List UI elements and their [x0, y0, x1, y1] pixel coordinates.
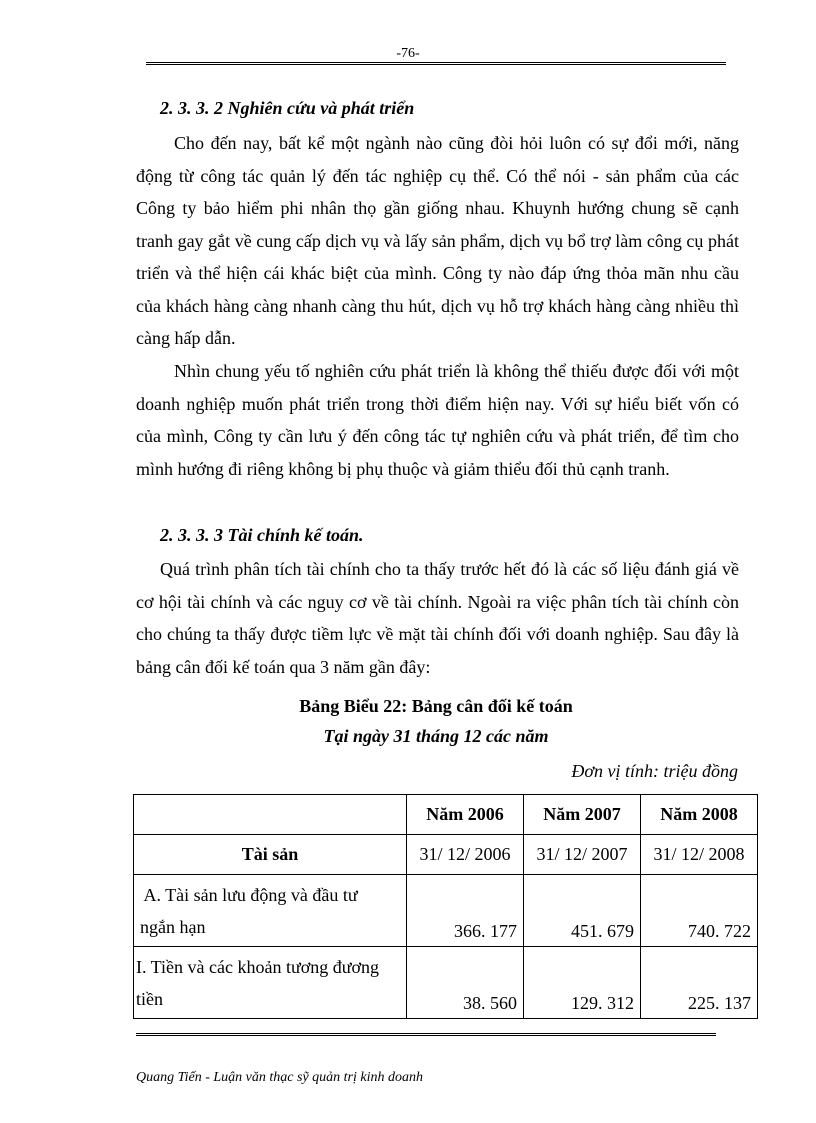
date-header: 31/ 12/ 2006 [407, 835, 524, 875]
date-header: 31/ 12/ 2008 [641, 835, 758, 875]
unit-label: Đơn vị tính: triệu đồng [571, 761, 738, 781]
balance-sheet-table [133, 794, 758, 1019]
year-header: Năm 2006 [407, 795, 524, 835]
row-label-line: tiền [136, 988, 163, 1009]
paragraph-research-1 [136, 127, 739, 355]
value-cell: 366. 177 [407, 875, 524, 947]
row-label-line: I. Tiền và các khoản tương đương [136, 956, 380, 977]
paragraph-finance-1 [136, 553, 739, 683]
header-rule [146, 62, 726, 65]
row-label [134, 875, 407, 947]
row-label-line: ngắn hạn [140, 916, 206, 937]
table-row [134, 947, 758, 1019]
value-cell: 38. 560 [407, 947, 524, 1019]
table-row [134, 875, 758, 947]
year-header: Năm 2008 [641, 795, 758, 835]
table-cell-empty [134, 795, 407, 835]
paragraph-text: Cho đến nay, bất kể một ngành nào cũng đòi hỏi luôn có sự đổi mới, năng động từ công tác quản lý đến tác nghiệp cụ thể. Có thể nói - sản phẩm của các Công ty bảo hiểm phi nhân thọ gần giống nhau. Khuynh hướng chung sẽ cạnh tranh gay gắt về cung cấp dịch vụ và lấy sản phẩm, dịch vụ bổ trợ làm công cụ phát triển và thể hiện cái khác biệt của mình. Công ty nào đáp ứng thỏa mãn nhu cầu của khách hàng càng nhanh càng thu hút, dịch vụ hỗ trợ khách hàng càng nhiều thì càng hấp dẫn. [136, 133, 739, 348]
row-label-line: A. Tài sản lưu động và đầu tư [140, 884, 358, 905]
table-title: Bảng Biểu 22: Bảng cân đối kế toán [299, 696, 573, 716]
value-cell: 451. 679 [524, 875, 641, 947]
footer-text: Quang Tiến - Luận văn thạc sỹ quản trị kinh doanh [136, 1070, 423, 1085]
paragraph-text: Nhìn chung yếu tố nghiên cứu phát triển là không thể thiếu được đối với một doanh nghiệp muốn phát triển trong thời điểm hiện nay. Với sự hiểu biết vốn có của mình, Công ty cần lưu ý đến công tác tự nghiên cứu và phát triển, để tìm cho mình hướng đi riêng không bị phụ thuộc và giảm thiểu đối thủ cạnh tranh. [136, 361, 739, 479]
value-cell: 129. 312 [524, 947, 641, 1019]
row-label [134, 947, 407, 1019]
section-heading-finance: 2. 3. 3. 3 Tài chính kế toán. [160, 525, 364, 545]
value-cell: 225. 137 [641, 947, 758, 1019]
date-header: 31/ 12/ 2007 [524, 835, 641, 875]
table-row [134, 835, 758, 875]
value-cell: 740. 722 [641, 875, 758, 947]
asset-header: Tài sản [134, 835, 407, 875]
paragraph-text: Quá trình phân tích tài chính cho ta thấy trước hết đó là các số liệu đánh giá về cơ hội tài chính và các nguy cơ về tài chính. Ngoài ra việc phân tích tài chính còn cho chúng ta thấy được tiềm lực về mặt tài chính đối với doanh nghiệp. Sau đây là bảng cân đối kế toán qua 3 năm gần đây: [136, 559, 739, 677]
page-number: -76- [396, 46, 420, 61]
footer-rule [136, 1033, 716, 1036]
paragraph-research-2 [136, 355, 739, 485]
table-row [134, 795, 758, 835]
year-header: Năm 2007 [524, 795, 641, 835]
table-subtitle: Tại ngày 31 tháng 12 các năm [323, 726, 549, 746]
section-heading-research: 2. 3. 3. 2 Nghiên cứu và phát triển [160, 98, 415, 118]
